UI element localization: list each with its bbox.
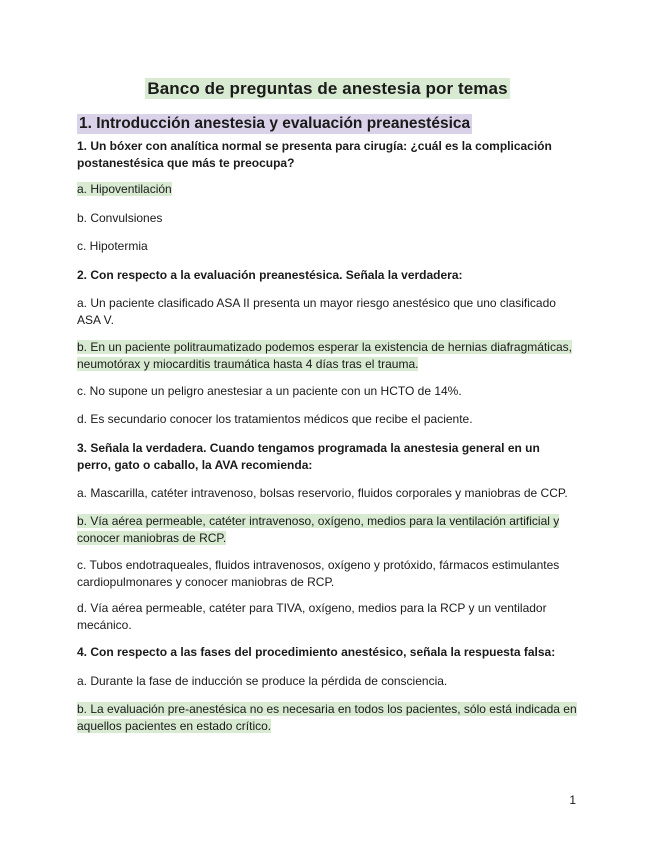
page-number: 1 (569, 793, 576, 807)
correct-answer-highlight: a. Hipoventilación (77, 182, 172, 196)
question-4-option-b (77, 701, 577, 735)
question-3-option-c: c. Tubos endotraqueales, fluidos intravenosos, oxígeno y protóxido, fármacos estimulantes cardiopulmonares y conocer maniobras de RCP. (77, 558, 560, 589)
correct-answer-highlight: b. La evaluación pre-anestésica no es necesaria en todos los pacientes, sólo está indicada en aquellos pacientes en estado crítico. (77, 702, 577, 733)
question-3-option-b (77, 513, 577, 547)
question-3: 3. Señala la verdadera. Cuando tengamos programada la anestesia general en un perro, gato o caballo, la AVA recomienda: (77, 441, 540, 472)
correct-answer-highlight: b. Vía aérea permeable, catéter intravenoso, oxígeno, medios para la ventilación artificial y conocer maniobras de RCP. (77, 514, 560, 545)
document-title-row (0, 79, 655, 99)
question-1: 1. Un bóxer con analítica normal se presenta para cirugía: ¿cuál es la complicación postanestésica que más te preocupa? (77, 139, 552, 170)
section-heading: 1. Introducción anestesia y evaluación preanestésica (79, 115, 471, 132)
question-1-option-b: b. Convulsiones (77, 211, 163, 225)
question-3-option-a: a. Mascarilla, catéter intravenoso, bolsas reservorio, fluidos corporales y maniobras de CCP. (77, 486, 568, 500)
question-1-option-c: c. Hipotermia (77, 239, 148, 253)
question-4: 4. Con respecto a las fases del procedimiento anestésico, señala la respuesta falsa: (77, 645, 556, 659)
question-3-option-d: d. Vía aérea permeable, catéter para TIVA, oxígeno, medios para la RCP y un ventilador mecánico. (77, 601, 547, 632)
question-2: 2. Con respecto a la evaluación preanestésica. Señala la verdadera: (77, 268, 463, 282)
question-2-option-c: c. No supone un peligro anestesiar a un paciente con un HCTO de 14%. (77, 384, 462, 398)
question-1-option-a (77, 181, 577, 198)
correct-answer-highlight: b. En un paciente politraumatizado podemos esperar la existencia de hernias diafragmáticas, neumotórax y miocarditis traumática hasta 4 días tras el trauma. (77, 340, 572, 371)
question-4-option-a: a. Durante la fase de inducción se produce la pérdida de consciencia. (77, 674, 448, 688)
question-2-option-b (77, 339, 577, 373)
question-2-option-a: a. Un paciente clasificado ASA II presenta un mayor riesgo anestésico que uno clasificado ASA V. (77, 296, 556, 327)
question-2-option-d: d. Es secundario conocer los tratamientos médicos que recibe el paciente. (77, 412, 473, 426)
document-title: Banco de preguntas de anestesia por temas (147, 79, 508, 98)
